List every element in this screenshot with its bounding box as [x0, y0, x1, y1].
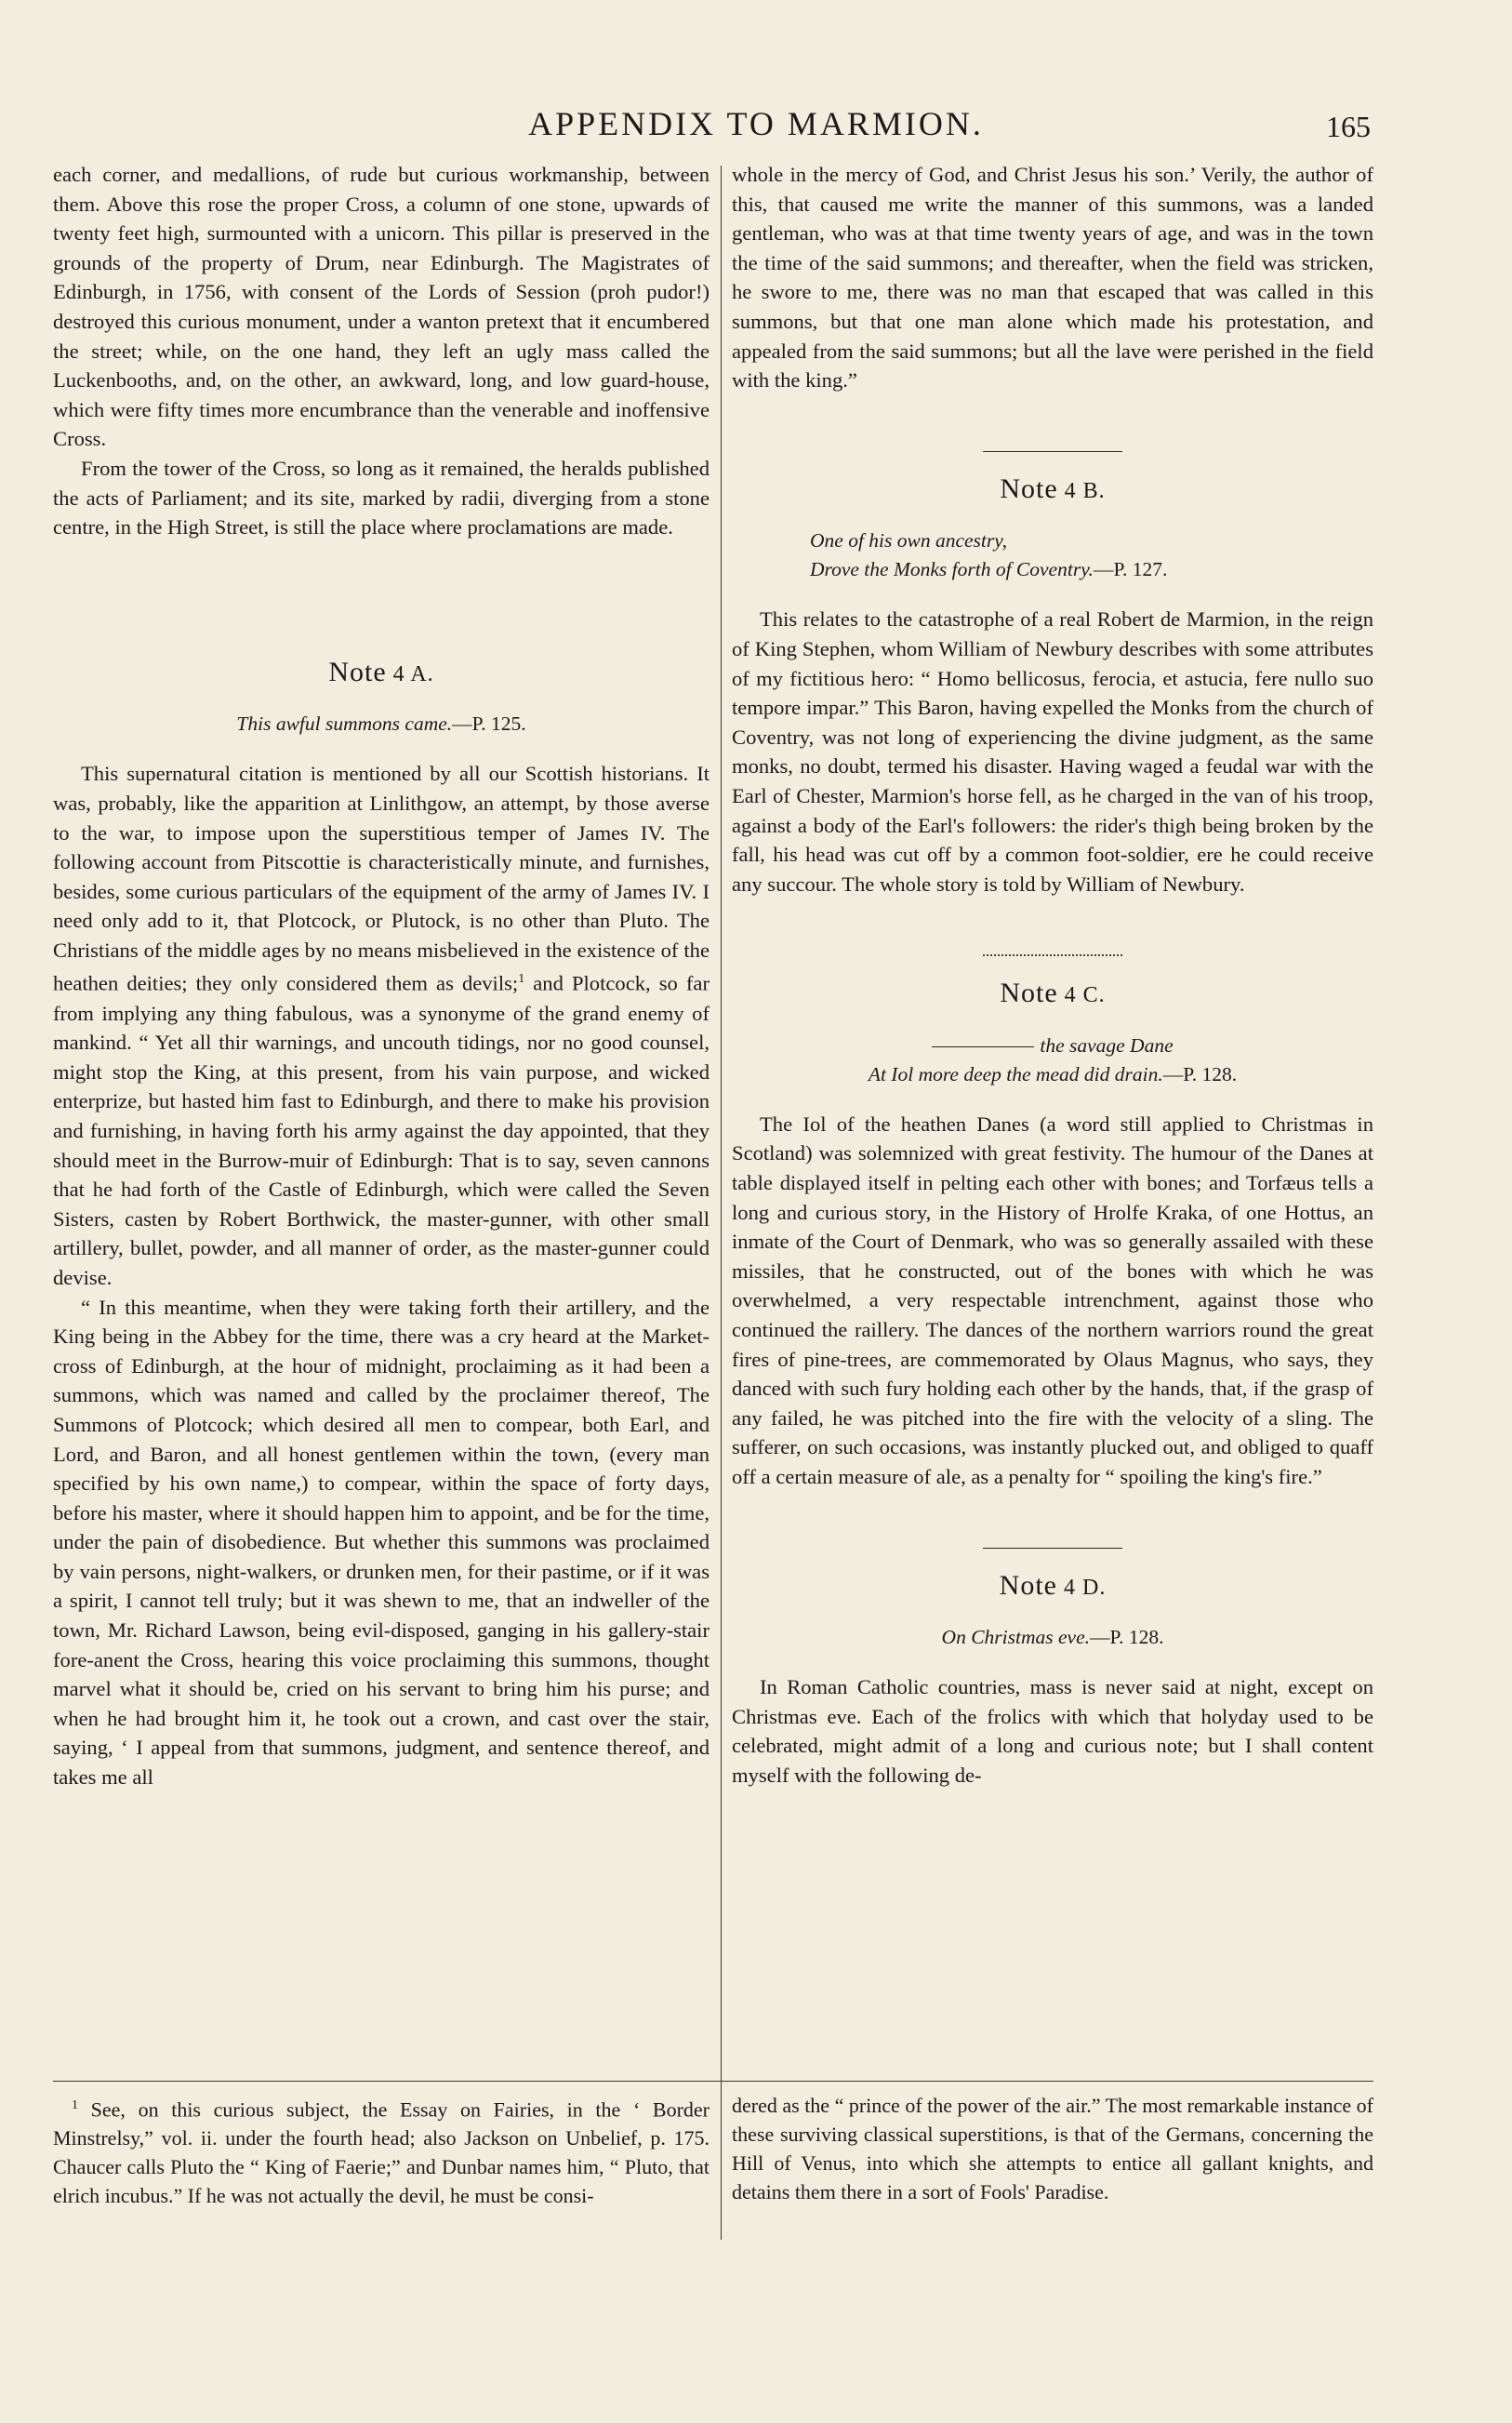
left-column: [53, 160, 710, 2051]
column-divider: [721, 166, 722, 2240]
note-4a-heading: Note 4 A.: [328, 656, 434, 687]
right-continuation-paragraph: whole in the mercy of God, and Christ Jesus his son.’ Verily, the author of this, that caused me write the manner of this summons, was a landed gentleman, who was at that time twenty years of age, and was in the town the time of the said summons; and thereafter, when the field was stricken, he swore to me, there was no man that escaped that was called in this summons, but that one man alone which made his protestation, and appealed from the said summons; but all the lave were perished in the field with the king.”: [732, 163, 1373, 393]
note-4b-heading: Note 4 B.: [1000, 473, 1106, 504]
footnote-right-text: dered as the “ prince of the power of the air.” The most remarkable instance of these surviving classical superstitions, is that of the Germans, concerning the Hill of Venus, into which she attempts to entice all gallant knights, and detains them there in a sort of Fools' Paradise.: [732, 2094, 1373, 2203]
note-4c-caption: the savage Dane At Iol more deep the mead did drain.—P. 128.: [868, 1033, 1238, 1085]
note-4c-separator: [983, 954, 1122, 956]
footnote-left: [53, 2091, 710, 2210]
running-title: APPENDIX TO MARMION.: [528, 105, 984, 142]
left-continuation-paragraph: each corner, and medallions, of rude but curious workmanship, between them. Above this rose the proper Cross, a column of one stone, upwards of twenty feet high, surmounted with a unicorn. This pillar is preserved in the grounds of the property of Drum, near Edinburgh. The Magistrates of Edinburgh, in 1756, with consent of the Lords of Session (proh pudor!) destroyed this curious monument, under a wanton pretext that it encumbered the street; while, on the one hand, they left an ugly mass called the Luckenbooths, and, on the other, an awkward, long, and low guard-house, which were fifty times more encumbrance than the venerable and inoffensive Cross.: [53, 163, 710, 451]
note-4a-caption: This awful summons came.—P. 125.: [236, 712, 526, 736]
note-4a-paragraph-2: “ In this meantime, when they were taking forth their artillery, and the King being in the Abbey for the time, there was a cry heard at the Market-cross of Edinburgh, at the hour of midnight, proclaiming as it had been a summons, which was named and called by the proclaimer thereof, The Summons of Plotcock; which desired all men to compear, both Earl, and Lord, and Baron, and all honest gentlemen within the town, (every man specified by his own name,) to compear, within the space of forty days, before his master, where it should happen him to appoint, and be for the time, under the pain of disobedience. But whether this summons was proclaimed by vain persons, night-walkers, or drunken men, for their pastime, or if it was a spirit, I cannot tell truly; but it was shewn to me, that an indweller of the town, Mr. Richard Lawson, being evil-disposed, ganging in his gallery-stair fore-anent the Cross, hearing this voice proclaiming this summons, thought marvel what it should be, cried on his servant to bring him his purse; and when he had brought him it, he took out a crown, and cast over the stair, saying, ‘ I appeal from that summons, judgment, and sentence thereof, and takes me all: [53, 1295, 710, 1790]
note-4b-paragraph: This relates to the catastrophe of a real Robert de Marmion, in the reign of King Stephen, whom William of Newbury describes with some attributes of my fictitious hero: “ Homo bellicosus, ferocia, et astucia, fere nullo suo tempore impar.” This Baron, having expelled the Monks from the church of Coventry, was not long of experiencing the divine judgment, as the same monks, no doubt, termed his disaster. Having waged a feudal war with the Earl of Chester, Marmion's horse fell, as he charged in the van of his troop, against a body of the Earl's followers: the rider's thigh being broken by the fall, his head was cut off by a common foot-soldier, ere he could receive any succour. The whole story is told by William of Newbury.: [732, 607, 1373, 896]
right-column: [732, 160, 1373, 2051]
note-4d-separator: [983, 1548, 1122, 1549]
note-4b-separator: [983, 451, 1122, 452]
note-4c-heading: Note 4 C.: [1000, 978, 1106, 1009]
note-4d-paragraph: In Roman Catholic countries, mass is never said at night, except on Christmas eve. Each of the frolics with which that holyday used to be celebrated, might admit of a long and curious note; but I shall content myself with the following de-: [732, 1675, 1373, 1787]
footnote-right: [732, 2091, 1373, 2206]
note-4d-heading: Note 4 D.: [999, 1569, 1107, 1601]
footnote-reference: 1: [518, 972, 525, 987]
note-4d-caption: On Christmas eve.—P. 128.: [941, 1626, 1164, 1649]
page-number: 165: [1326, 110, 1371, 143]
footnote-rule: [53, 2081, 1373, 2082]
footnote-marker: 1: [72, 2098, 78, 2112]
note-4b-caption: One of his own ancestry, Drove the Monks forth of Coventry.—P. 127.: [810, 529, 1168, 581]
note-4a-paragraph-1: This supernatural citation is mentioned by all our Scottish historians. It was, probably, like the apparition at Linlithgow, an attempt, by those averse to the war, to impose upon the superstitious temper of James IV. The following account from Pitscottie is characteristically minute, and furnishes, besides, some curious particulars of the equipment of the army of James IV. I need only add to it, that Plotcock, or Plutock, is no other than Pluto. The Christians of the middle ages by no means misbelieved in the existence of the heathen deities; they only considered them as devils;$^1$ and Plotcock, so far from implying any thing fabulous, was a synonyme of the grand enemy of mankind. “ Yet all thir warnings, and uncouth tidings, nor no good counsel, might stop the King, at this present, from his vain purpose, and wicked enterprize, but hasted him fast to Edinburgh, and there to make his provision and furnishing, in having forth his army against the day appointed, that they should meet in the Burrow-muir of Edinburgh: That is to say, seven cannons that he had forth of the Castle of Edinburgh, which were called the Seven Sisters, casten by Robert Borthwick, the master-gunner, with other small artillery, bullet, powder, and all manner of order, as the master-gunner could devise.: [53, 762, 710, 1289]
caption-dash: [932, 1046, 1034, 1047]
footnote-left-text: See, on this curious subject, the Essay on Fairies, in the ‘ Border Minstrelsy,” vol. ii. under the fourth head; also Jackson on Unbelief, p. 175. Chaucer calls Pluto the “ King of Faerie;” and Dunbar names him, “ Pluto, that elrich incubus.” If he was not actually the devil, he must be consi-: [53, 2097, 710, 2208]
note-4c-paragraph: The Iol of the heathen Danes (a word still applied to Christmas in Scotland) was solemnized with great festivity. The humour of the Danes at table displayed itself in pelting each other with bones; and Torfæus tells a long and curious story, in the History of Hrolfe Kraka, of one Hottus, an inmate of the Court of Denmark, who was so generally assailed with these missiles, that he constructed, out of the bones with which he was overwhelmed, a very respectable intrenchment, against those who continued the raillery. The dances of the northern warriors round the great fires of pine-trees, are commemorated by Olaus Magnus, who says, they danced with such fury holding each other by the hands, that, if the grasp of any failed, he was pitched into the fire with the velocity of a sling. The sufferer, on such occasions, was instantly plucked out, and obliged to quaff off a certain measure of ale, as a penalty for “ spoiling the king's fire.”: [732, 1112, 1373, 1488]
cross-tower-paragraph: From the tower of the Cross, so long as it remained, the heralds published the acts of Parliament; and its site, marked by radii, diverging from a stone centre, in the High Street, is still the place where proclamations are made.: [53, 456, 710, 539]
page-header: [0, 104, 1512, 153]
